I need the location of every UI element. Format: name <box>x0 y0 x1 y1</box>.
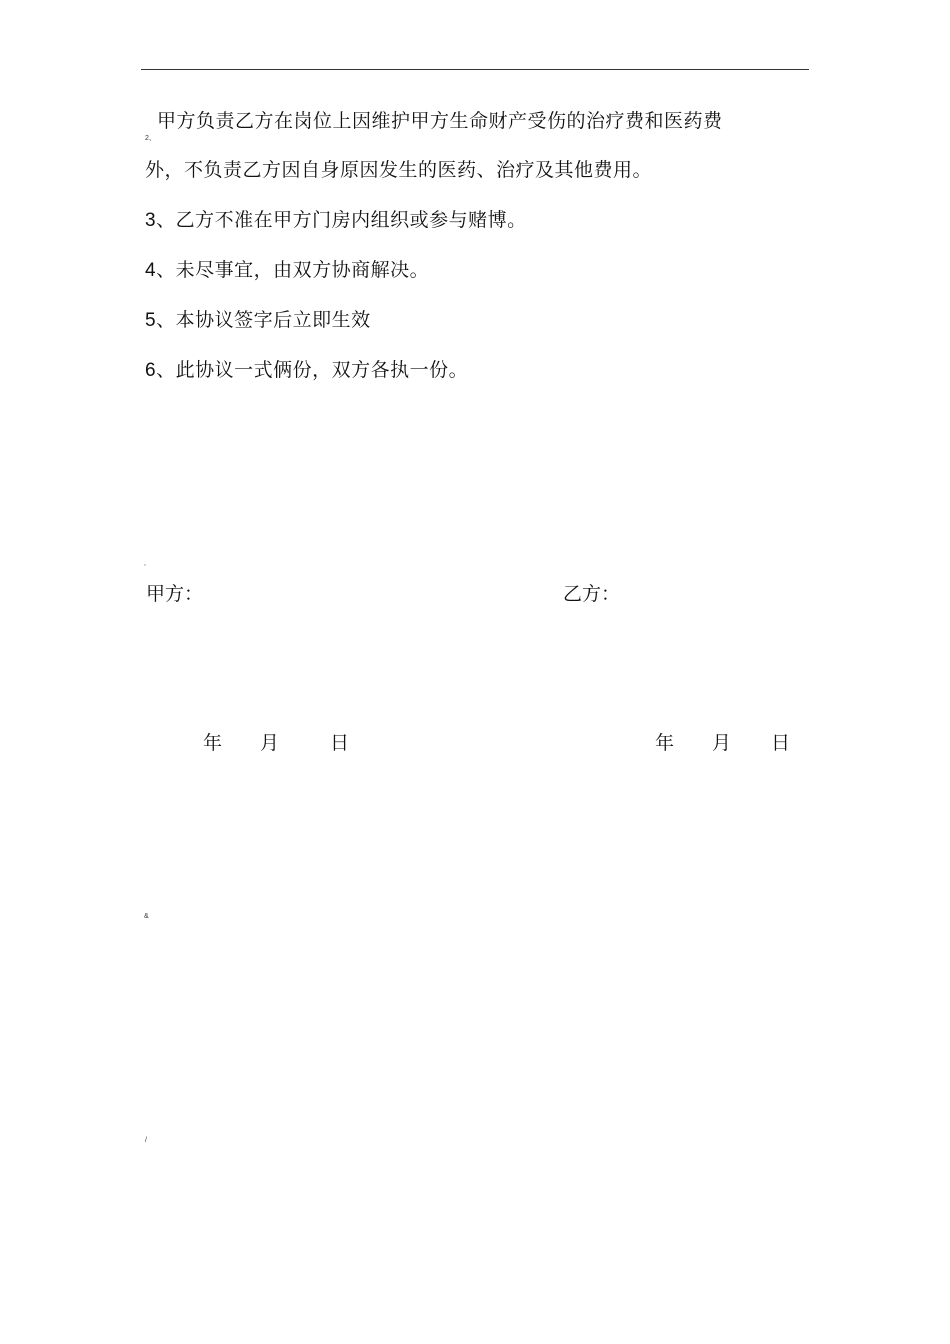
party-b-date-month: 月 <box>712 732 732 754</box>
clause-4-text: 、未尽事宜，由双方协商解决。 <box>156 259 430 281</box>
party-b-signature-label: 乙方： <box>563 583 621 605</box>
clause-4 <box>145 258 429 283</box>
clause-2-line-1: 甲方负责乙方在岗位上因维护甲方生命财产受伤的治疗费和医药费 <box>157 110 723 132</box>
stray-mark-comma: , <box>144 560 146 567</box>
stray-mark-ampersand: & <box>144 913 149 920</box>
stray-mark-slash: / <box>145 1137 147 1144</box>
party-b-date-day: 日 <box>771 732 791 754</box>
party-a-date-month: 月 <box>260 732 280 754</box>
clause-6-text: 、此协议一式俩份，双方各执一份。 <box>156 359 469 381</box>
party-a-signature-label: 甲方： <box>146 583 204 605</box>
party-a-date-day: 日 <box>330 732 350 754</box>
clause-6-number: 6 <box>145 360 157 381</box>
party-a-date-year: 年 <box>203 732 223 754</box>
party-b-date-year: 年 <box>655 732 675 754</box>
clause-5-number: 5 <box>145 310 157 331</box>
clause-2-marker: 2、 <box>145 135 156 142</box>
clause-6 <box>145 358 468 383</box>
header-rule <box>141 69 809 70</box>
clause-2-line-2: 外，不负责乙方因自身原因发生的医药、治疗及其他费用。 <box>145 159 653 181</box>
clause-3 <box>145 208 527 233</box>
clause-3-text: 、乙方不准在甲方门房内组织或参与赌博。 <box>156 209 527 231</box>
clause-4-number: 4 <box>145 260 157 281</box>
clause-3-number: 3 <box>145 210 157 231</box>
clause-5 <box>145 308 371 333</box>
clause-5-text: 、本协议签字后立即生效 <box>156 309 371 331</box>
